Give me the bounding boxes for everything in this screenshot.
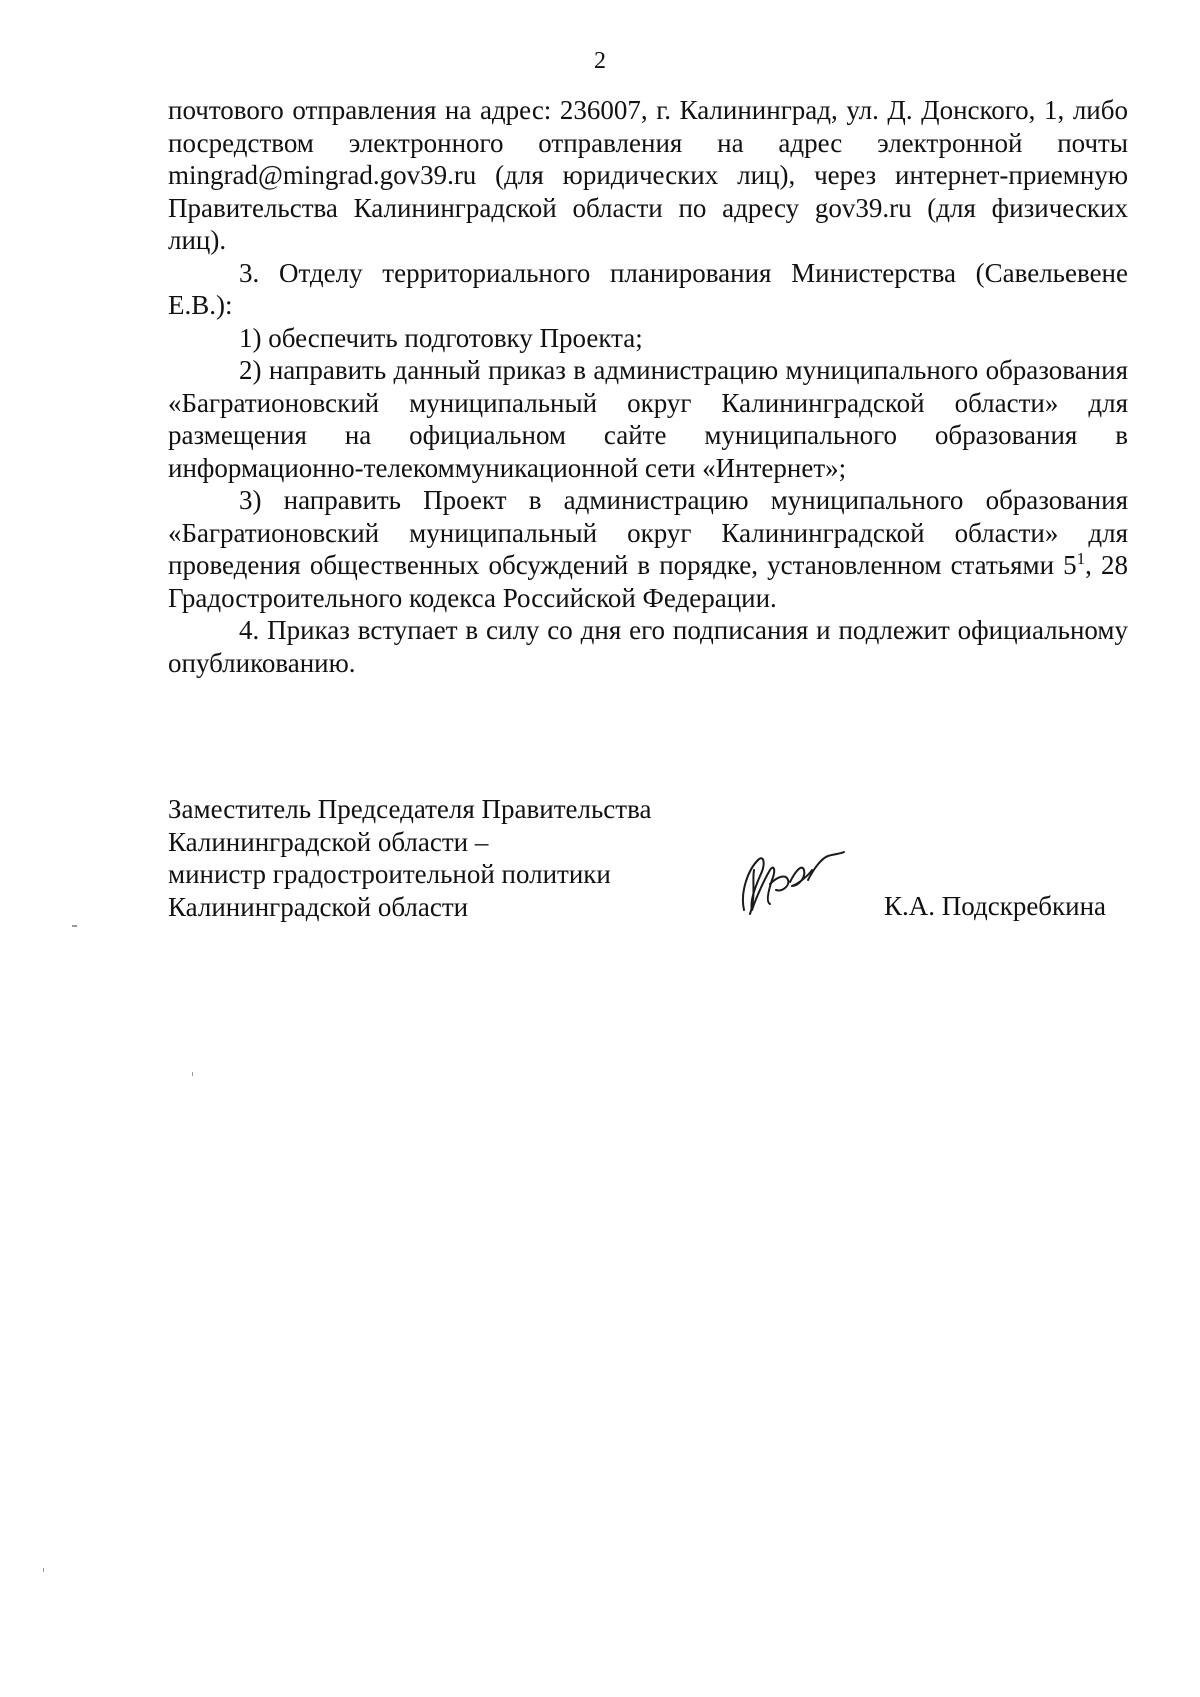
- paragraph-item-4: 4. Приказ вступает в силу со дня его подписания и подлежит официальному опубликованию.: [168, 615, 1128, 678]
- page-number: 2: [594, 48, 606, 74]
- signer-name: К.А. Подскребкина: [884, 891, 1107, 921]
- scan-mark: [43, 1568, 44, 1572]
- handwritten-signature: [730, 840, 850, 920]
- scan-mark: [72, 925, 77, 927]
- scan-mark: [192, 1072, 193, 1076]
- article-superscript: 1: [1076, 549, 1086, 568]
- position-line: министр градостроительной политики: [168, 859, 611, 889]
- paragraph-subitem-1: 1) обеспечить подготовку Проекта;: [239, 322, 643, 353]
- position-line: Калининградской области –: [168, 826, 489, 857]
- paragraph-postal-address: почтового отправления на адрес: 236007, г. Калининград, ул. Д. Донского, 1, либо посредством электронного отправления на адрес электронной почты mingrad@mingrad.gov39.ru (для юридических лиц), через интернет-приемную Правительства Калининградской области по адресу gov39.ru (для физических лиц).: [168, 95, 1128, 255]
- article-reference-rest: , 28 Градостроительного кодекса Российской Федерации.: [168, 550, 1128, 613]
- paragraph-subitem-2: 2) направить данный приказ в администрацию муниципального образования «Багратионовский муниципальный округ Калининградской области» для размещения на официальном сайте муниципального образования в информационно-телекоммуникационной сети «Интернет»;: [168, 355, 1128, 483]
- subitem-3-text: 3) направить Проект в администрацию муниципального образования «Багратионовский муниципальный округ Калининградской области» для проведения общественных обсуждений в порядке, установленном статьями: [168, 485, 1128, 580]
- article-number: 5: [1063, 550, 1077, 580]
- document-body: [168, 94, 1128, 679]
- signatory-position: [168, 793, 651, 923]
- paragraph-subitem-3: [168, 484, 1128, 614]
- position-line: Заместитель Председателя Правительства: [168, 794, 652, 824]
- position-line: Калининградской области: [168, 891, 469, 922]
- paragraph-item-3: 3. Отделу территориального планирования Министерства (Савельевене Е.В.):: [168, 257, 1128, 320]
